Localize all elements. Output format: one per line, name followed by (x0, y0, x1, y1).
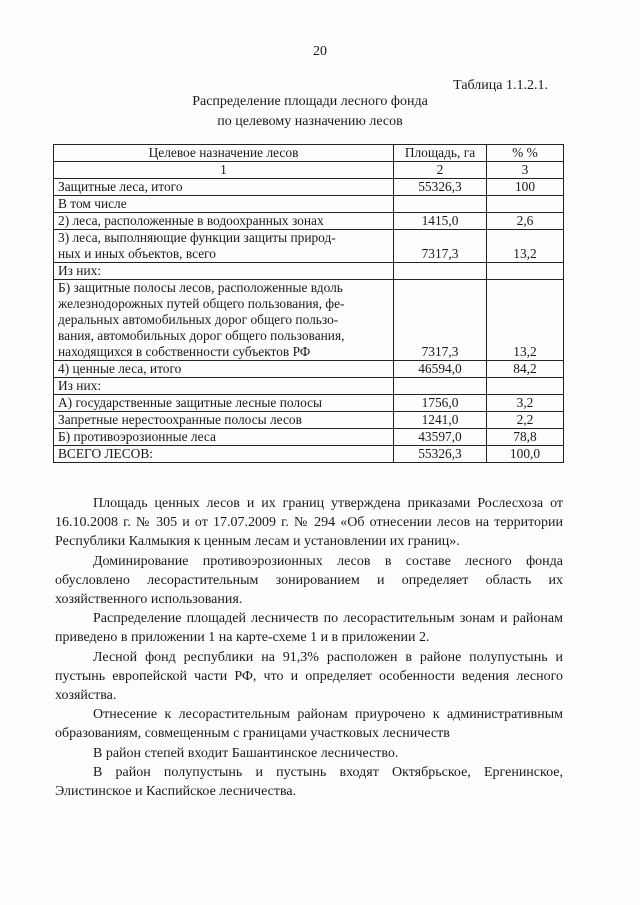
paragraph: В район полупустынь и пустынь входят Октябрьское, Ергенинское, Элистинское и Каспийское лесничества. (55, 764, 563, 800)
column-header: % % (487, 145, 564, 162)
row-purpose-cell (54, 395, 394, 412)
row-area-cell (394, 196, 487, 213)
row-purpose-cell (54, 378, 394, 395)
row-purpose-cell (54, 213, 394, 230)
row-purpose-cell (54, 429, 394, 446)
row-area-cell: 1241,0 (394, 412, 487, 429)
row-purpose-line: Б) защитные полосы лесов, расположенные вдоль (58, 280, 343, 295)
row-percent-cell: 84,2 (487, 361, 564, 378)
row-purpose-line: Защитные леса, итого (58, 179, 183, 194)
row-area-cell (394, 378, 487, 395)
table-row (54, 412, 564, 429)
row-purpose-line: ных и иных объектов, всего (58, 246, 216, 261)
row-purpose-line: 4) ценные леса, итого (58, 361, 182, 376)
column-number: 2 (394, 162, 487, 179)
row-area-cell: 7317,3 (394, 280, 487, 361)
row-area-cell: 7317,3 (394, 230, 487, 263)
table-row (54, 446, 564, 463)
table-numbering-row (54, 162, 564, 179)
column-number: 3 (487, 162, 564, 179)
paragraph: Отнесение к лесорастительным районам приурочено к административным образованиям, совмещенным с границами участковых лесничеств (55, 707, 563, 742)
row-purpose-cell (54, 280, 394, 361)
row-percent-cell: 100,0 (487, 446, 564, 463)
row-percent-cell: 3,2 (487, 395, 564, 412)
paragraph: Лесной фонд республики на 91,3% расположен в районе полупустынь и пустынь европейской части РФ, что и определяет особенности ведения лесного хозяйства. (55, 649, 563, 704)
row-purpose-line: Запретные нерестоохранные полосы лесов (58, 412, 302, 427)
table-row (54, 213, 564, 230)
row-area-cell: 55326,3 (394, 446, 487, 463)
row-area-cell: 1756,0 (394, 395, 487, 412)
row-percent-cell: 2,2 (487, 412, 564, 429)
table-row (54, 263, 564, 280)
row-purpose-line: деральных автомобильных дорог общего пользо- (58, 312, 339, 327)
row-purpose-line: Из них: (58, 263, 102, 278)
row-purpose-line: Из них: (58, 378, 102, 393)
row-purpose-cell (54, 196, 394, 213)
table-row (54, 196, 564, 213)
table-row (54, 361, 564, 378)
row-purpose-line: 3) леса, выполняющие функции защиты природ- (58, 230, 336, 245)
row-purpose-line: железнодорожных путей общего пользования, фе- (58, 296, 345, 311)
row-percent-cell (487, 263, 564, 280)
row-purpose-line: вания, автомобильных дорог общего пользования, (58, 328, 345, 343)
table-title-line: по целевому назначению лесов (217, 114, 403, 129)
row-percent-cell: 13,2 (487, 280, 564, 361)
row-area-cell (394, 263, 487, 280)
table-body (54, 145, 564, 463)
row-purpose-cell (54, 361, 394, 378)
row-area-cell: 55326,3 (394, 179, 487, 196)
row-purpose-line: 2) леса, расположенные в водоохранных зонах (58, 213, 324, 228)
table-row (54, 378, 564, 395)
column-header: Целевое назначение лесов (54, 145, 394, 162)
table-row (54, 429, 564, 446)
body-text (55, 494, 563, 801)
row-purpose-cell (54, 230, 394, 263)
row-purpose-line: А) государственные защитные лесные полосы (58, 395, 323, 410)
column-header: Площадь, га (394, 145, 487, 162)
row-purpose-cell (54, 446, 394, 463)
table-row (54, 395, 564, 412)
paragraph: Доминирование противоэрозионных лесов в составе лесного фонда обусловлено лесорастительным зонированием и определяет область их хозяйственного использования. (55, 553, 563, 608)
row-percent-cell: 2,6 (487, 213, 564, 230)
row-percent-cell: 78,8 (487, 429, 564, 446)
row-percent-cell: 13,2 (487, 230, 564, 263)
row-percent-cell (487, 378, 564, 395)
row-purpose-cell (54, 179, 394, 196)
row-area-cell: 46594,0 (394, 361, 487, 378)
row-purpose-line: В том числе (58, 196, 127, 211)
row-purpose-line: ВСЕГО ЛЕСОВ: (58, 446, 153, 461)
table-title-line: Распределение площади лесного фонда (192, 94, 428, 109)
forest-distribution-table (53, 144, 564, 463)
row-percent-cell: 100 (487, 179, 564, 196)
table-label: Таблица 1.1.2.1. (453, 78, 548, 93)
page-number: 20 (313, 44, 327, 59)
paragraph: В район степей входит Башантинское лесничество. (93, 745, 399, 761)
row-area-cell: 1415,0 (394, 213, 487, 230)
column-number: 1 (54, 162, 394, 179)
row-purpose-cell (54, 263, 394, 280)
table-row (54, 230, 564, 263)
paragraph: Площадь ценных лесов и их границ утверждена приказами Рослесхоза от 16.10.2008 г. № 305 и от 17.07.2009 г. № 294 «Об отнесении лесов на территории Республики Калмыкия к ценным лесам и установлении их границ». (55, 496, 563, 550)
row-area-cell: 43597,0 (394, 429, 487, 446)
row-purpose-line: находящихся в собственности субъектов РФ (58, 344, 311, 359)
table-row (54, 280, 564, 361)
table-header-row (54, 145, 564, 162)
table-row (54, 179, 564, 196)
table-title (0, 92, 640, 132)
row-purpose-line: Б) противоэрозионные леса (58, 429, 216, 444)
row-percent-cell (487, 196, 564, 213)
paragraph: Распределение площадей лесничеств по лесорастительным зонам и районам приведено в приложении 1 на карте-схеме 1 и в приложении 2. (55, 611, 563, 646)
row-purpose-cell (54, 412, 394, 429)
